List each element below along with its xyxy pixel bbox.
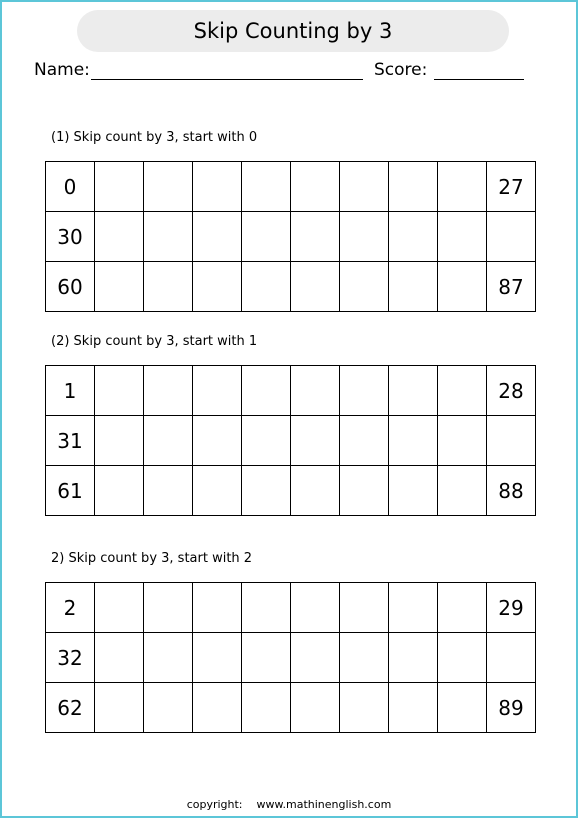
grid-row bbox=[46, 683, 536, 733]
answer-cell[interactable] bbox=[487, 633, 536, 683]
answer-cell[interactable] bbox=[242, 633, 291, 683]
answer-cell[interactable] bbox=[438, 366, 487, 416]
answer-cell[interactable] bbox=[193, 366, 242, 416]
answer-cell[interactable] bbox=[95, 583, 144, 633]
answer-cell[interactable] bbox=[389, 262, 438, 312]
given-number-cell: 29 bbox=[487, 583, 536, 633]
grid-row bbox=[46, 262, 536, 312]
given-number-cell: 0 bbox=[46, 162, 95, 212]
given-number-cell: 88 bbox=[487, 466, 536, 516]
answer-cell[interactable] bbox=[438, 683, 487, 733]
answer-cell[interactable] bbox=[389, 683, 438, 733]
answer-cell[interactable] bbox=[340, 366, 389, 416]
section-2-instruction: (2) Skip count by 3, start with 1 bbox=[51, 334, 258, 349]
answer-cell[interactable] bbox=[389, 212, 438, 262]
answer-cell[interactable] bbox=[144, 466, 193, 516]
given-number-cell: 60 bbox=[46, 262, 95, 312]
given-number-cell: 1 bbox=[46, 366, 95, 416]
answer-cell[interactable] bbox=[389, 583, 438, 633]
answer-cell[interactable] bbox=[193, 583, 242, 633]
answer-cell[interactable] bbox=[144, 416, 193, 466]
answer-cell[interactable] bbox=[242, 366, 291, 416]
answer-cell[interactable] bbox=[438, 416, 487, 466]
answer-cell[interactable] bbox=[95, 683, 144, 733]
name-label: Name: bbox=[34, 60, 90, 80]
answer-cell[interactable] bbox=[95, 416, 144, 466]
answer-cell[interactable] bbox=[291, 466, 340, 516]
answer-cell[interactable] bbox=[291, 162, 340, 212]
given-number-cell: 62 bbox=[46, 683, 95, 733]
grid-row bbox=[46, 162, 536, 212]
answer-cell[interactable] bbox=[193, 416, 242, 466]
answer-cell[interactable] bbox=[340, 212, 389, 262]
answer-cell[interactable] bbox=[389, 633, 438, 683]
score-answer-line[interactable] bbox=[434, 79, 524, 80]
answer-cell[interactable] bbox=[340, 262, 389, 312]
answer-cell[interactable] bbox=[144, 583, 193, 633]
section-3-instruction: 2) Skip count by 3, start with 2 bbox=[51, 551, 253, 566]
answer-cell[interactable] bbox=[242, 416, 291, 466]
given-number-cell: 27 bbox=[487, 162, 536, 212]
answer-cell[interactable] bbox=[144, 212, 193, 262]
answer-cell[interactable] bbox=[291, 633, 340, 683]
answer-cell[interactable] bbox=[193, 212, 242, 262]
answer-cell[interactable] bbox=[95, 162, 144, 212]
answer-cell[interactable] bbox=[144, 162, 193, 212]
answer-cell[interactable] bbox=[389, 416, 438, 466]
answer-cell[interactable] bbox=[193, 162, 242, 212]
given-number-cell: 30 bbox=[46, 212, 95, 262]
answer-cell[interactable] bbox=[95, 466, 144, 516]
answer-cell[interactable] bbox=[438, 583, 487, 633]
answer-cell[interactable] bbox=[95, 212, 144, 262]
answer-cell[interactable] bbox=[438, 162, 487, 212]
answer-cell[interactable] bbox=[291, 583, 340, 633]
grid-row bbox=[46, 212, 536, 262]
website-link[interactable]: www.mathinenglish.com bbox=[256, 798, 392, 811]
answer-cell[interactable] bbox=[242, 212, 291, 262]
answer-cell[interactable] bbox=[242, 683, 291, 733]
answer-cell[interactable] bbox=[291, 262, 340, 312]
answer-cell[interactable] bbox=[291, 416, 340, 466]
grid-row bbox=[46, 633, 536, 683]
answer-cell[interactable] bbox=[438, 212, 487, 262]
grid-row bbox=[46, 416, 536, 466]
answer-cell[interactable] bbox=[340, 466, 389, 516]
answer-cell[interactable] bbox=[95, 366, 144, 416]
grid-row bbox=[46, 366, 536, 416]
grid-row bbox=[46, 583, 536, 633]
answer-cell[interactable] bbox=[340, 162, 389, 212]
grid-row bbox=[46, 466, 536, 516]
answer-cell[interactable] bbox=[193, 466, 242, 516]
answer-cell[interactable] bbox=[291, 683, 340, 733]
answer-cell[interactable] bbox=[95, 262, 144, 312]
answer-cell[interactable] bbox=[487, 212, 536, 262]
answer-cell[interactable] bbox=[340, 583, 389, 633]
footer bbox=[0, 798, 578, 811]
given-number-cell: 28 bbox=[487, 366, 536, 416]
answer-cell[interactable] bbox=[389, 366, 438, 416]
section-1-grid bbox=[45, 161, 536, 312]
answer-cell[interactable] bbox=[144, 366, 193, 416]
given-number-cell: 87 bbox=[487, 262, 536, 312]
answer-cell[interactable] bbox=[389, 466, 438, 516]
answer-cell[interactable] bbox=[340, 683, 389, 733]
given-number-cell: 31 bbox=[46, 416, 95, 466]
given-number-cell: 89 bbox=[487, 683, 536, 733]
answer-cell[interactable] bbox=[340, 416, 389, 466]
answer-cell[interactable] bbox=[144, 262, 193, 312]
answer-cell[interactable] bbox=[242, 162, 291, 212]
given-number-cell: 2 bbox=[46, 583, 95, 633]
section-3-grid bbox=[45, 582, 536, 733]
answer-cell[interactable] bbox=[242, 466, 291, 516]
section-2-grid bbox=[45, 365, 536, 516]
answer-cell[interactable] bbox=[340, 633, 389, 683]
name-answer-line[interactable] bbox=[91, 79, 363, 80]
answer-cell[interactable] bbox=[193, 262, 242, 312]
given-number-cell: 32 bbox=[46, 633, 95, 683]
answer-cell[interactable] bbox=[242, 262, 291, 312]
answer-cell[interactable] bbox=[438, 262, 487, 312]
answer-cell[interactable] bbox=[144, 633, 193, 683]
answer-cell[interactable] bbox=[242, 583, 291, 633]
answer-cell[interactable] bbox=[389, 162, 438, 212]
answer-cell[interactable] bbox=[95, 633, 144, 683]
answer-cell[interactable] bbox=[144, 683, 193, 733]
answer-cell[interactable] bbox=[487, 416, 536, 466]
answer-cell[interactable] bbox=[193, 683, 242, 733]
copyright-label: copyright: bbox=[186, 798, 243, 811]
section-1-instruction: (1) Skip count by 3, start with 0 bbox=[51, 130, 258, 145]
answer-cell[interactable] bbox=[438, 633, 487, 683]
answer-cell[interactable] bbox=[193, 633, 242, 683]
answer-cell[interactable] bbox=[291, 366, 340, 416]
answer-cell[interactable] bbox=[438, 466, 487, 516]
answer-cell[interactable] bbox=[291, 212, 340, 262]
given-number-cell: 61 bbox=[46, 466, 95, 516]
score-label: Score: bbox=[374, 60, 428, 80]
worksheet-title: Skip Counting by 3 bbox=[77, 10, 509, 52]
